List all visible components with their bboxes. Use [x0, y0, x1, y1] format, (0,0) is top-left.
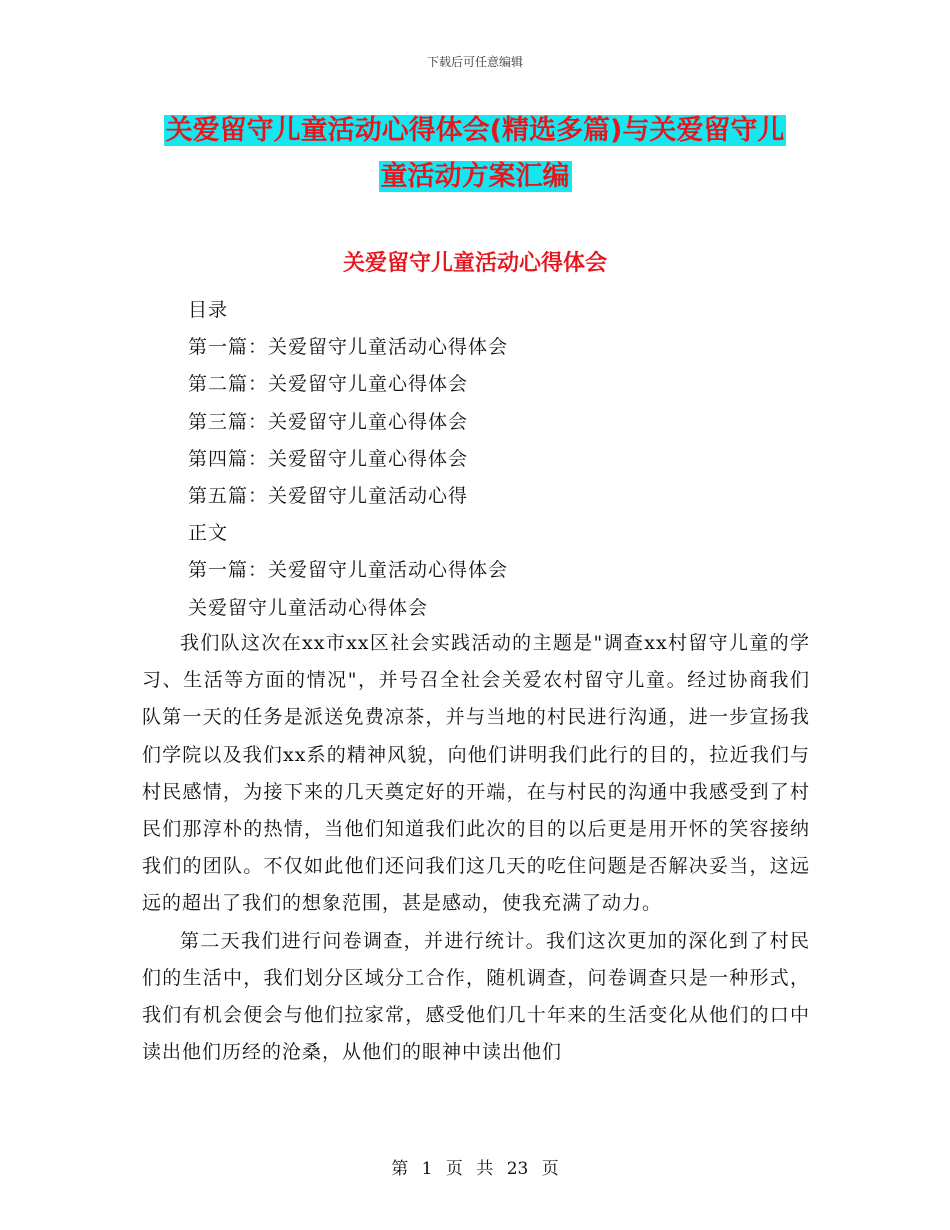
toc-item: 第三篇：关爱留守儿童心得体会: [188, 410, 469, 433]
toc-item: 第二篇：关爱留守儿童心得体会: [188, 373, 469, 396]
toc-item: 第一篇：关爱留守儿童活动心得体会: [188, 559, 509, 582]
page-number: 第 1 页 共 23 页: [391, 1159, 559, 1179]
body-text: [142, 625, 810, 1071]
section-title: 关爱留守儿童活动心得体会: [342, 251, 607, 276]
toc-item: 第五篇：关爱留守儿童活动心得: [188, 484, 469, 507]
toc-item: 第一篇：关爱留守儿童活动心得体会: [188, 336, 509, 359]
toc-item: 第四篇：关爱留守儿童心得体会: [188, 447, 469, 470]
title-line-1: 关爱留守儿童活动心得体会(精选多篇)与关爱留守儿: [165, 115, 785, 146]
toc-item: 正文: [188, 522, 229, 545]
body-paragraph: 我们队这次在xx市xx区社会实践活动的主题是"调查xx村留守儿童的学习、生活等方面的情况"，并号召全社会关爱农村留守儿童。经过协商我们队第一天的任务是派送免费凉茶，并与当地的村民进行沟通，进一步宣扬我们学院以及我们xx系的精神风貌，向他们讲明我们此行的目的，拉近我们与村民感情，为接下来的几天奠定好的开端，在与村民的沟通中我感受到了村民们那淳朴的热情，当他们知道我们此次的目的以后更是用开怀的笑容接纳我们的团队。不仅如此他们还问我们这几天的吃住问题是否解决妥当，这远远的超出了我们的想象范围，甚是感动，使我充满了动力。: [142, 632, 810, 915]
body-paragraph: 第二天我们进行问卷调查，并进行统计。我们这次更加的深化到了村民们的生活中，我们划分区域分工合作，随机调查，问卷调查只是一种形式，我们有机会便会与他们拉家常，感受他们几十年来的生活变化从他们的口中读出他们历经的沧桑，从他们的眼神中读出他们: [142, 929, 810, 1064]
header-note: 下载后可任意编辑: [426, 55, 523, 69]
document-title: [140, 108, 810, 200]
table-of-contents: [188, 292, 508, 627]
toc-item: 关爱留守儿童活动心得体会: [188, 596, 429, 619]
title-line-2: 童活动方案汇编: [380, 161, 570, 192]
toc-item: 目录: [188, 299, 229, 321]
